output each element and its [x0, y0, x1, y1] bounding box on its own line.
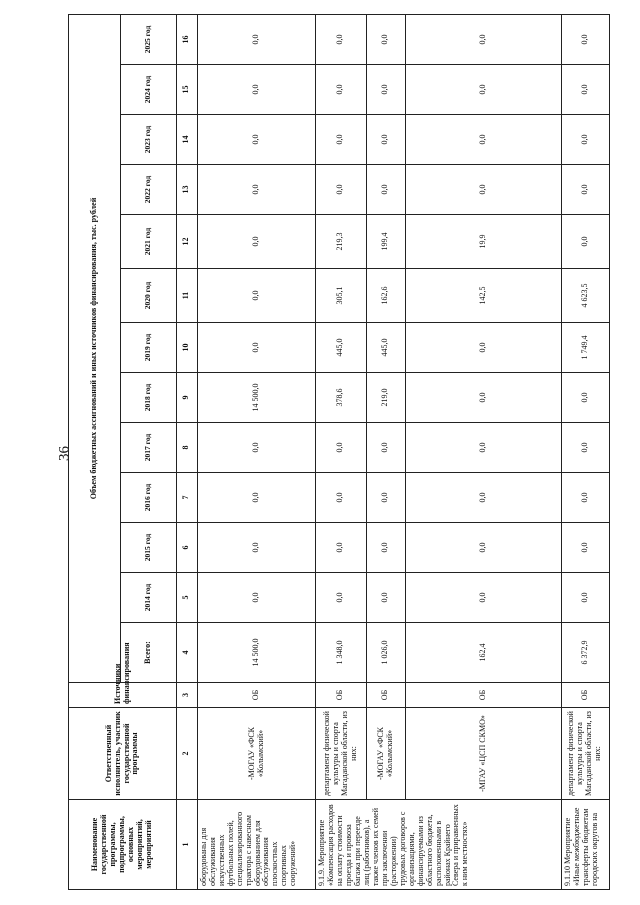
- column-number: 3: [177, 683, 198, 708]
- row-value: 445,0: [316, 323, 366, 373]
- header-executor: Ответственный исполнитель, участник государственной программы: [69, 708, 177, 800]
- column-number: 14: [177, 115, 198, 165]
- row-value: 0,0: [561, 215, 609, 269]
- column-number: 4: [177, 623, 198, 683]
- table-row: [561, 14, 609, 889]
- row-total: 162,4: [406, 623, 562, 683]
- row-value: 0,0: [197, 115, 315, 165]
- row-name-part: заключении (расторжении) трудовых договоров с организациями, финансируемыми из областного бюджета, расположенными в районах Крайнего Севера и приравненных к ним местностях»: [379, 804, 470, 886]
- row-value: 0,0: [406, 165, 562, 215]
- header-year: 2019 год: [121, 323, 177, 373]
- row-source: ОБ: [561, 683, 609, 708]
- row-value: 0,0: [406, 323, 562, 373]
- row-value: 0,0: [197, 65, 315, 115]
- column-number: 11: [177, 269, 198, 323]
- row-value: 0,0: [561, 165, 609, 215]
- column-number: 5: [177, 573, 198, 623]
- row-value: 0,0: [366, 523, 405, 573]
- row-value: 162,6: [366, 269, 405, 323]
- header-total: Всего:: [121, 623, 177, 683]
- row-value: 0,0: [406, 523, 562, 573]
- row-value: 14 500,0: [197, 373, 315, 423]
- row-name: оборудованы для обслуживания искусственных футбольных полей, специализированного трактора с навесным оборудованием для обслуживания плоскостных спортивных сооружений»: [197, 800, 315, 890]
- row-name: [316, 800, 562, 890]
- header-year: 2016 год: [121, 473, 177, 523]
- row-executor: департамент физической культуры и спорта Магаданской области, из них:: [316, 708, 366, 800]
- column-number-row: [177, 14, 198, 889]
- row-executor: -МОГАУ «ФСК «Колымский»: [366, 708, 405, 800]
- column-number: 2: [177, 708, 198, 800]
- row-value: 0,0: [406, 573, 562, 623]
- row-total: 6 372,9: [561, 623, 609, 683]
- row-value: 0,0: [197, 165, 315, 215]
- row-executor: -МОГАУ «ФСК «Колымский»: [197, 708, 315, 800]
- column-number: 7: [177, 473, 198, 523]
- column-number: 15: [177, 65, 198, 115]
- table-row: [197, 14, 315, 889]
- row-value: 0,0: [316, 165, 366, 215]
- row-executor: департамент физической культуры и спорта Магаданской области, из них:: [561, 708, 609, 800]
- row-value: 0,0: [366, 14, 405, 64]
- header-year: 2020 год: [121, 269, 177, 323]
- row-value: 0,0: [406, 373, 562, 423]
- funding-table: [68, 14, 610, 890]
- row-value: 0,0: [197, 473, 315, 523]
- page-number: 36: [56, 446, 73, 461]
- row-value: 0,0: [366, 423, 405, 473]
- row-value: 0,0: [316, 573, 366, 623]
- row-value: 0,0: [406, 14, 562, 64]
- row-value: 0,0: [561, 14, 609, 64]
- row-executor: -МГАУ «ЦСП СКМО»: [406, 708, 562, 800]
- row-value: 0,0: [316, 115, 366, 165]
- table-row: [406, 14, 562, 889]
- header-funding-source: Источники финансирования: [69, 683, 177, 708]
- row-value: 199,4: [366, 215, 405, 269]
- row-value: 0,0: [197, 14, 315, 64]
- row-value: 0,0: [561, 523, 609, 573]
- column-number: 1: [177, 800, 198, 890]
- row-source: ОБ: [316, 683, 366, 708]
- row-value: 0,0: [316, 473, 366, 523]
- row-name-part: 9.1.9. Мероприятие «Компенсация расходов на оплату стоимости проезда и провоза багажа при переезде лиц (работников), а также членов их семей при: [317, 804, 389, 886]
- row-value: 0,0: [561, 573, 609, 623]
- row-value: 0,0: [366, 165, 405, 215]
- row-value: 1 749,4: [561, 323, 609, 373]
- row-value: 0,0: [197, 523, 315, 573]
- row-value: 0,0: [197, 323, 315, 373]
- row-value: 0,0: [316, 423, 366, 473]
- header-year: 2018 год: [121, 373, 177, 423]
- table-row: [366, 14, 405, 889]
- header-year: 2025 год: [121, 14, 177, 64]
- column-number: 16: [177, 14, 198, 64]
- row-value: 4 623,5: [561, 269, 609, 323]
- header-year: 2014 год: [121, 573, 177, 623]
- row-value: 378,6: [316, 373, 366, 423]
- row-source: ОБ: [197, 683, 315, 708]
- row-value: 142,5: [406, 269, 562, 323]
- row-value: 0,0: [366, 573, 405, 623]
- column-number: 9: [177, 373, 198, 423]
- row-value: 445,0: [366, 323, 405, 373]
- row-value: 0,0: [197, 269, 315, 323]
- header-year: 2021 год: [121, 215, 177, 269]
- row-value: 219,3: [316, 215, 366, 269]
- header-year: 2024 год: [121, 65, 177, 115]
- row-name: 9.1.10 Мероприятие «Иные межбюджетные трансферты бюджетам городских округов на: [561, 800, 609, 890]
- row-source: ОБ: [406, 683, 562, 708]
- row-value: 0,0: [406, 423, 562, 473]
- header-funding-volume: Объем бюджетных ассигнований и иных источников финансирования, тыс. рублей: [69, 14, 121, 682]
- column-number: 13: [177, 165, 198, 215]
- row-value: 0,0: [197, 215, 315, 269]
- table-row: [316, 14, 366, 889]
- column-number: 10: [177, 323, 198, 373]
- column-number: 8: [177, 423, 198, 473]
- row-value: 0,0: [561, 373, 609, 423]
- row-value: 0,0: [316, 523, 366, 573]
- header-year: 2023 год: [121, 115, 177, 165]
- row-total: 1 026,0: [366, 623, 405, 683]
- row-value: 0,0: [197, 423, 315, 473]
- row-value: 0,0: [561, 423, 609, 473]
- row-value: 0,0: [561, 473, 609, 523]
- row-value: 0,0: [561, 65, 609, 115]
- row-value: 0,0: [316, 14, 366, 64]
- header-year: 2022 год: [121, 165, 177, 215]
- header-year: 2017 год: [121, 423, 177, 473]
- row-total: 1 348,0: [316, 623, 366, 683]
- row-value: 0,0: [406, 115, 562, 165]
- row-value: 19,9: [406, 215, 562, 269]
- column-number: 12: [177, 215, 198, 269]
- column-number: 6: [177, 523, 198, 573]
- row-value: 0,0: [366, 115, 405, 165]
- header-year: 2015 год: [121, 523, 177, 573]
- row-value: 0,0: [406, 473, 562, 523]
- row-total: 14 500,0: [197, 623, 315, 683]
- row-value: 305,1: [316, 269, 366, 323]
- row-source: ОБ: [366, 683, 405, 708]
- row-value: 0,0: [366, 65, 405, 115]
- header-program-name: Наименование государственной программы, подпрограммы, основных мероприятий, мероприятий: [69, 800, 177, 890]
- row-value: 219,0: [366, 373, 405, 423]
- rotated-table-wrapper: [68, 15, 610, 890]
- row-value: 0,0: [406, 65, 562, 115]
- row-value: 0,0: [366, 473, 405, 523]
- row-value: 0,0: [197, 573, 315, 623]
- row-value: 0,0: [561, 115, 609, 165]
- row-value: 0,0: [316, 65, 366, 115]
